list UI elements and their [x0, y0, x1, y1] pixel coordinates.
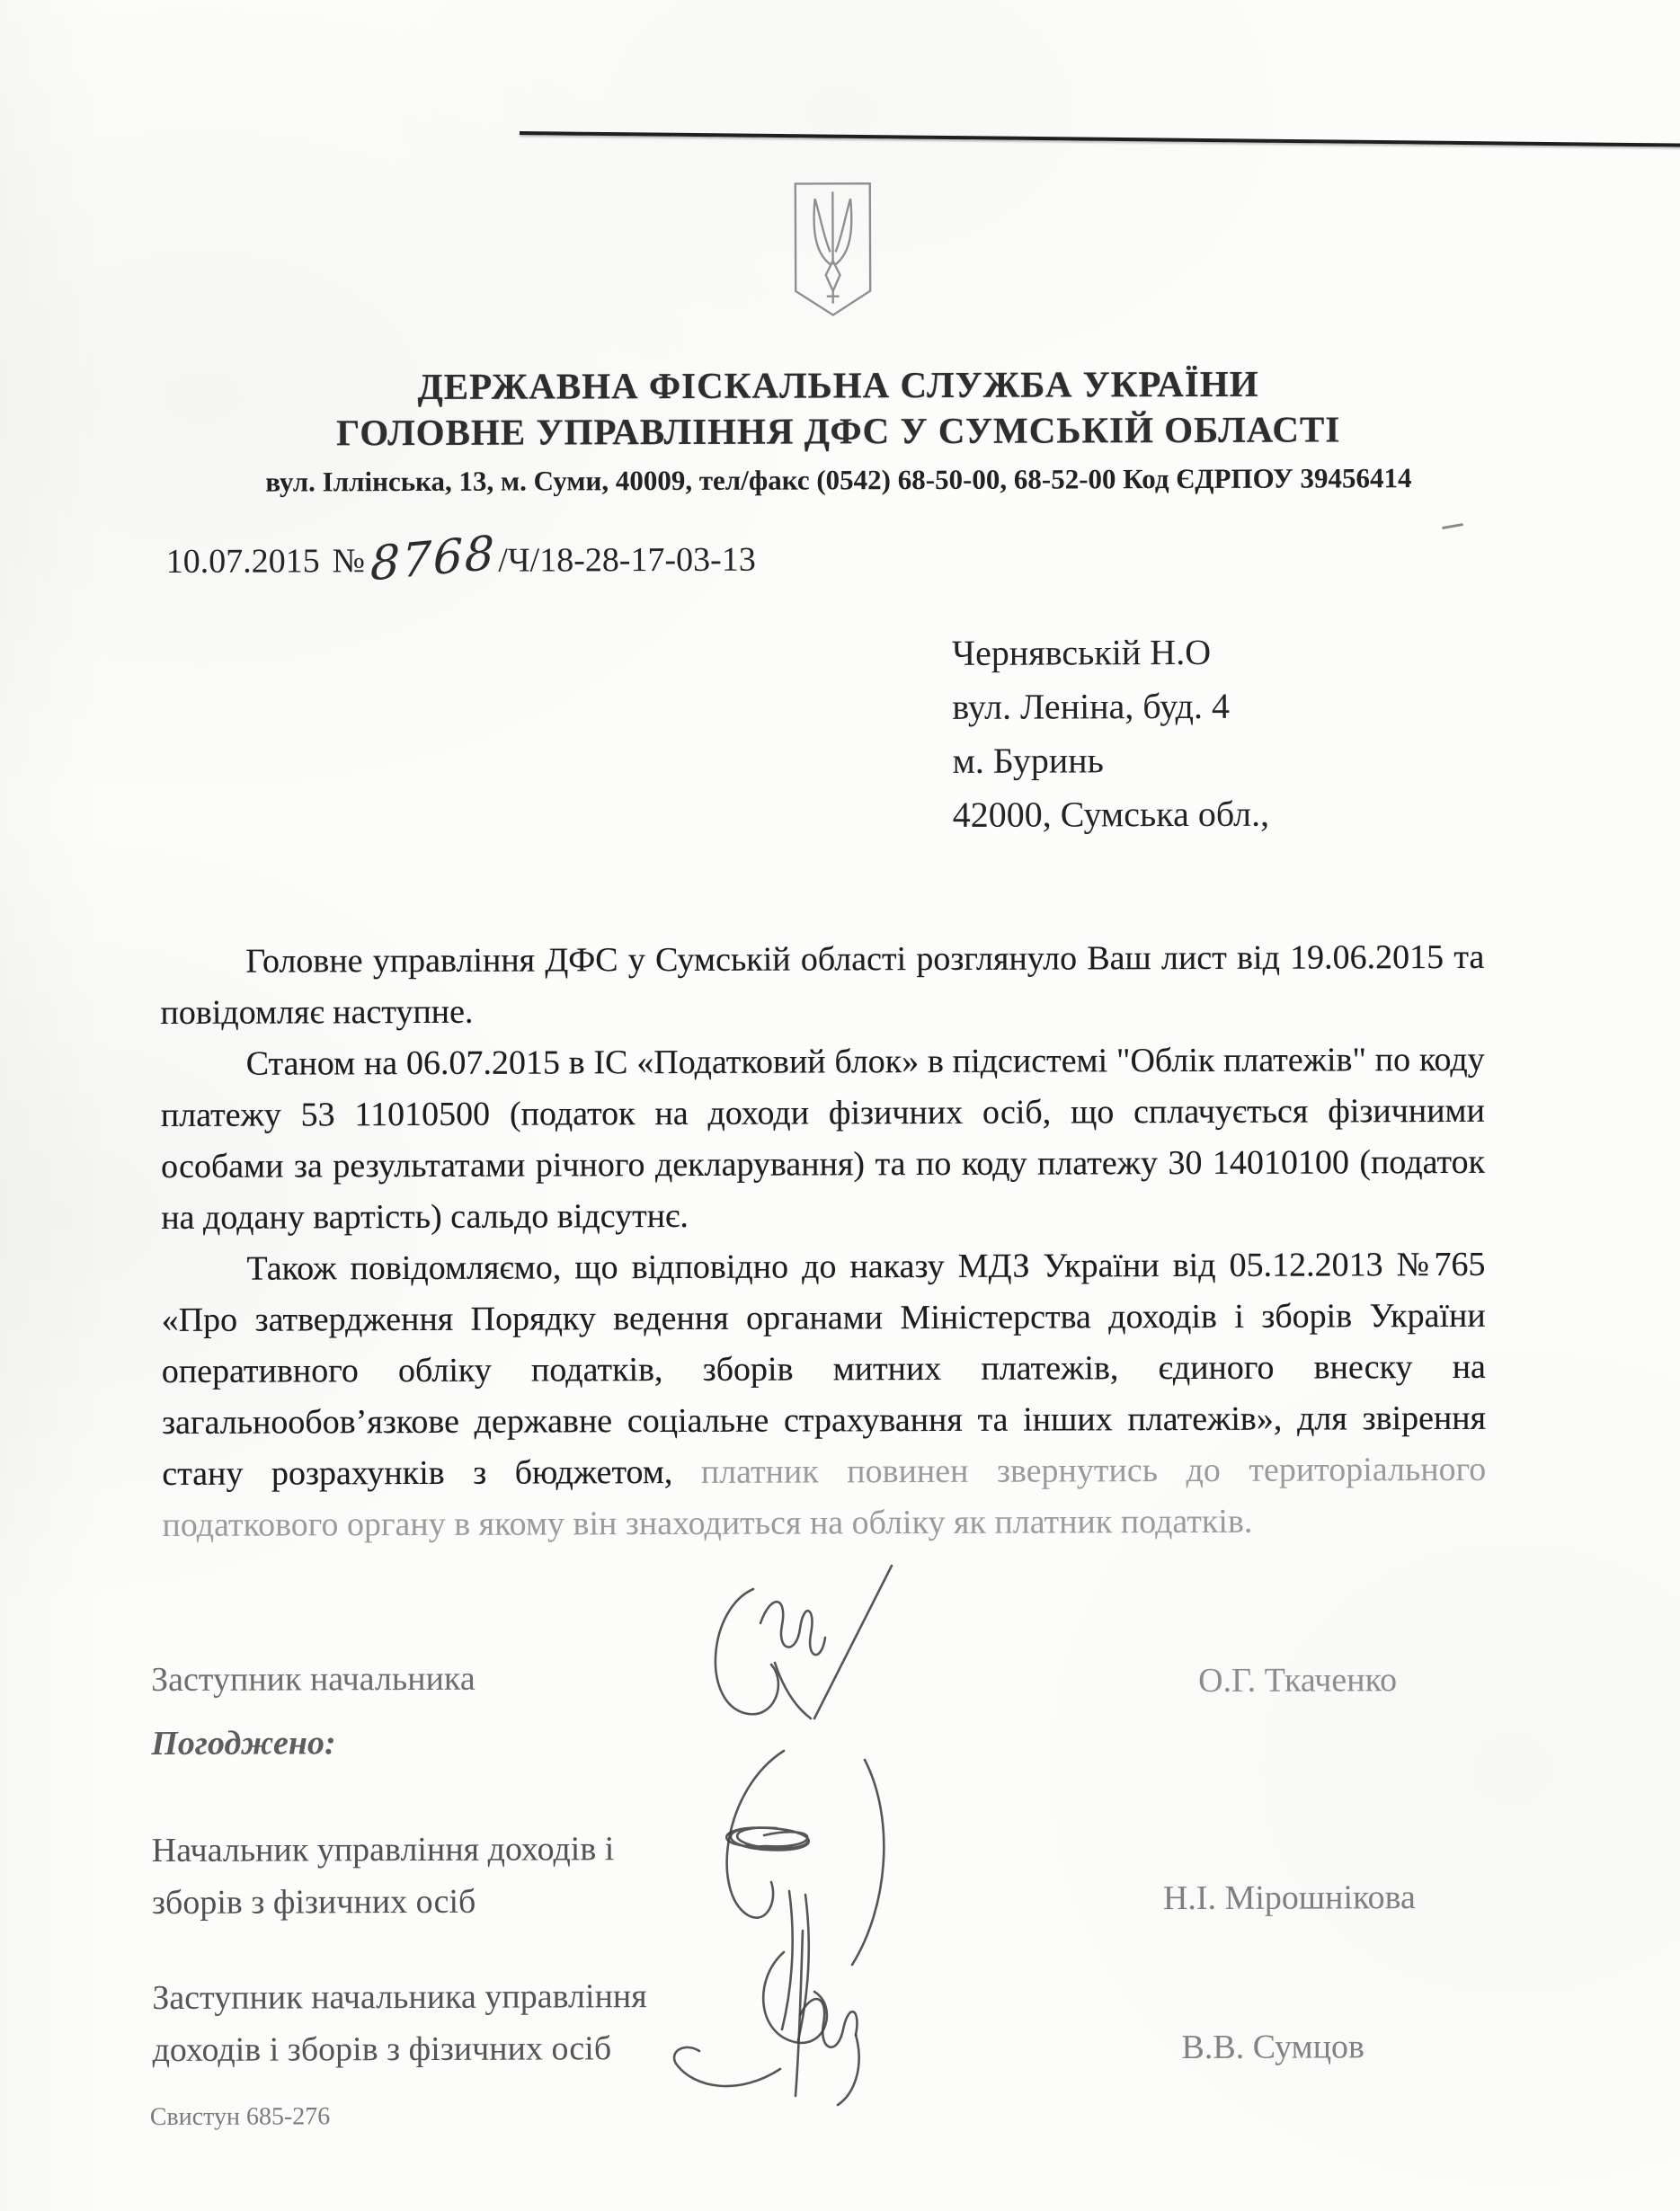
reference-date: 10.07.2015 [165, 542, 320, 581]
paragraph-1: Головне управління ДФС у Сумській області розглянуло Ваш лист від 19.06.2015 та повідомляє наступне. [160, 937, 1485, 1032]
reference-line [165, 526, 756, 592]
paragraph-3 [161, 1239, 1486, 1551]
recipient-name: Чернявській Н.О [952, 631, 1212, 673]
paragraph-3-faded: платник повинен звернутись до територіального податкового органу в якому він знаходиться на обліку як платник податків. [162, 1450, 1487, 1544]
paragraph-2: Станом на 06.07.2015 в ІС «Податковий блок» в підсистемі "Облік платежів" по коду платежу 53 11010500 (податок на доходи фізичних осіб, що сплачується фізичними особами за результатами річного декларування) та по коду платежу 30 14010100 (податок на додану вартість) сальдо відсутнє. [160, 1040, 1486, 1237]
signer2-name: Н.І. Мірошнікова [1162, 1878, 1416, 1918]
reference-number-suffix: /Ч/18-28-17-03-13 [498, 540, 756, 580]
reference-number-handwritten: 8768 [369, 526, 497, 592]
paragraph-3-main: Також повідомляємо, що відповідно до наказу МДЗ України від 05.12.2013 №765 «Про затвердження Порядку ведення органами Міністерства доходів і зборів України оперативного обліку податків, зборів митних платежів, єдиного внеску на загальнообов’язкове державне соціальне страхування та інших платежів», для звірення стану розрахунків з бюджетом, [161, 1245, 1487, 1493]
signer3-title-line1: Заступник начальника управління [152, 1977, 647, 2018]
signer2-title-line1: Начальник управління доходів і [151, 1830, 615, 1870]
approval-label: Погоджено: [151, 1724, 336, 1763]
letter-body [160, 932, 1486, 1551]
signer1-name: О.Г. Ткаченко [1198, 1661, 1398, 1700]
org-address-line: вул. Іллінська, 13, м. Суми, 40009, тел/факс (0542) 68-50-00, 68-52-00 Код ЄДРПОУ 39456414 [265, 462, 1412, 498]
signer3-title [152, 1970, 647, 2076]
recipient-block [952, 626, 1269, 842]
number-sign: № [332, 542, 366, 581]
signer3-name: В.В. Сумцов [1181, 2028, 1365, 2067]
org-name-primary: ДЕРЖАВНА ФІСКАЛЬНА СЛУЖБА УКРАЇНИ [417, 362, 1259, 407]
recipient-street: вул. Леніна, буд. 4 [952, 685, 1231, 727]
signer2-title [152, 1823, 615, 1929]
org-name-secondary: ГОЛОВНЕ УПРАВЛІННЯ ДФС У СУМСЬКІЙ ОБЛАСТІ [336, 408, 1341, 454]
ukraine-trident-emblem-icon [787, 179, 879, 321]
signer2-title-line2: зборів з фізичних осіб [151, 1882, 476, 1922]
recipient-city: м. Буринь [952, 740, 1104, 781]
executor-note: Свистун 685-276 [149, 2102, 331, 2132]
recipient-region: 42000, Сумська обл., [952, 793, 1270, 835]
signer1-title: Заступник начальника [151, 1659, 476, 1700]
signer3-title-line2: доходів і зборів з фізичних осіб [152, 2029, 612, 2070]
